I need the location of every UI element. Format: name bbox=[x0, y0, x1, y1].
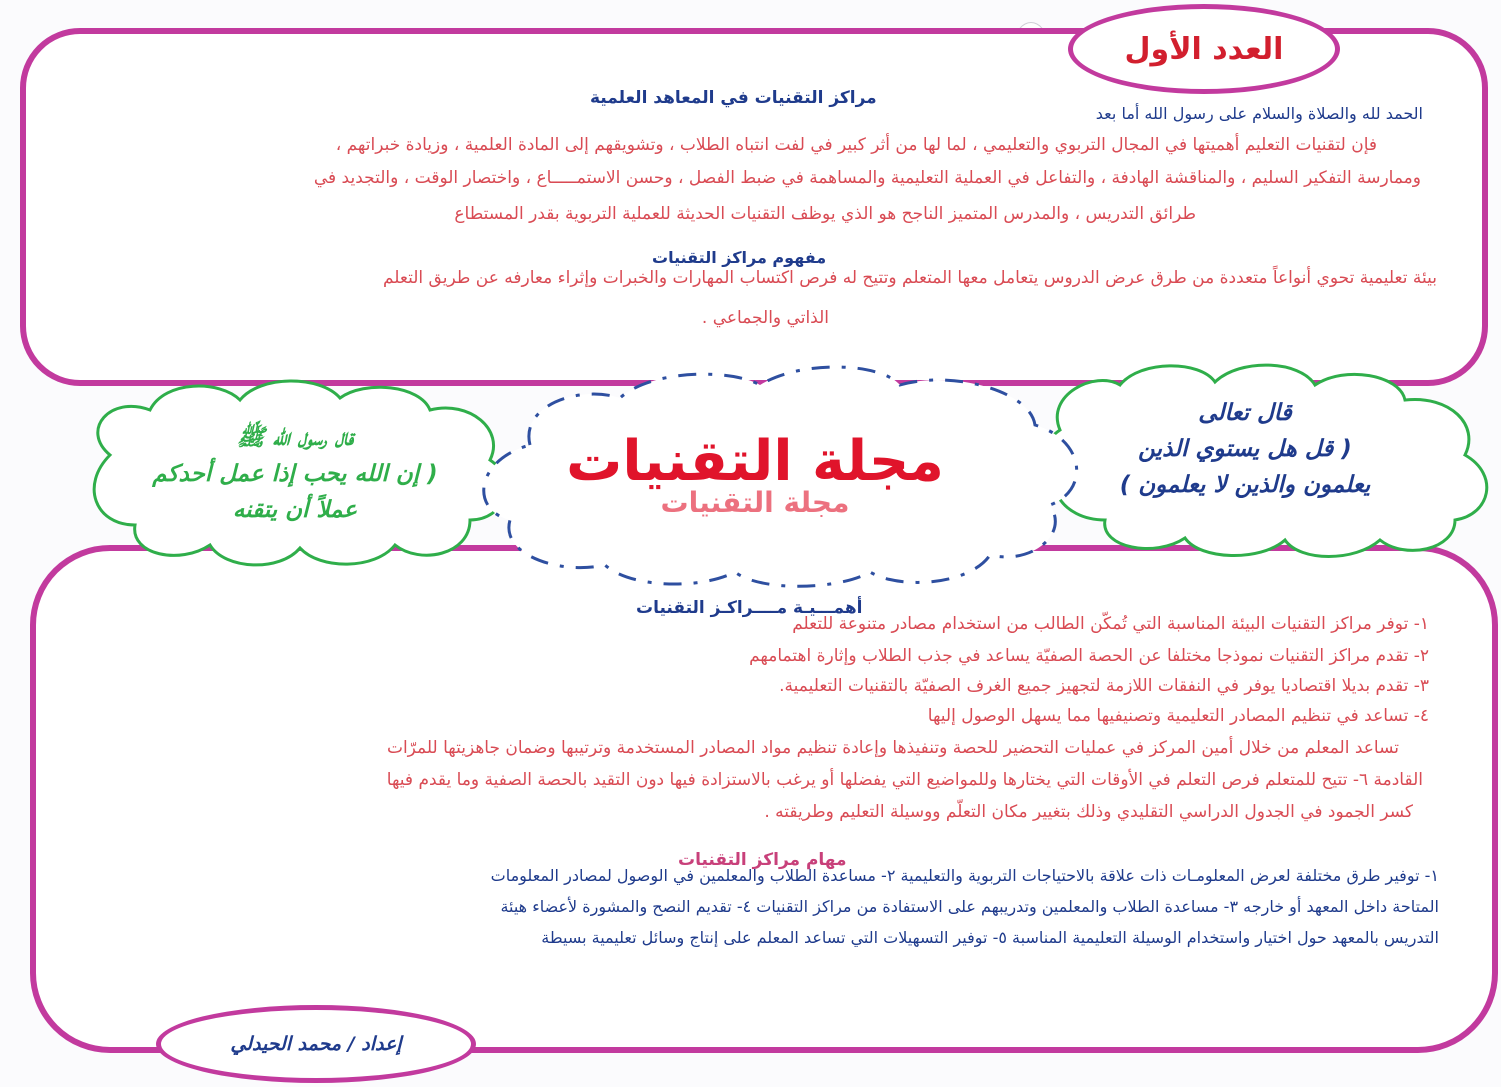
importance-line-2: ٢- تقدم مراكز التقنيات نموذجا مختلفا عن الحصة الصفيّة يساعد في جذب الطلاب وإثارة اهتمامهم bbox=[749, 646, 1429, 666]
tasks-line-3: التدريس بالمعهد حول اختيار واستخدام الوسيلة التعليمية المناسبة ٥- توفير التسهيلات التي تساعد المعلم على إنتاج وسائل تعليمية بسيطة bbox=[541, 928, 1439, 947]
concept-line-2: الذاتي والجماعي . bbox=[701, 308, 829, 328]
importance-line-5: تساعد المعلم من خلال أمين المركز في عمليات التحضير للحصة وتنفيذها وإعادة تنظيم مواد المصادر المستخدمة وترتيبها وضمان جاهزيتها للمرّات bbox=[386, 738, 1399, 758]
tasks-line-1: ١- توفير طرق مختلفة لعرض المعلومـات ذات علاقة بالاحتياجات التربوية والتعليمية ٢- مساعدة الطلاب والمعلمين في الوصول لمصادر المعلومات bbox=[490, 866, 1439, 885]
importance-line-1: ١- توفر مراكز التقنيات البيئة المناسبة التي تُمكّن الطالب من استخدام مصادر متنوعة للتعلم bbox=[792, 614, 1429, 634]
magazine-subtitle: مجلة التقنيات bbox=[660, 486, 850, 519]
tasks-title: مهام مراكز التقنيات bbox=[678, 850, 847, 870]
left-cloud-line: قال رسول الله ﷺ bbox=[236, 425, 354, 451]
right-cloud-line: ( قل هل يستوي الذين bbox=[1138, 436, 1352, 462]
left-cloud-line: ( إن الله يحب إذا عمل أحدكم bbox=[152, 461, 438, 487]
concept-title: مفهوم مراكز التقنيات bbox=[652, 248, 827, 267]
intro-line-1: فإن لتقنيات التعليم أهميتها في المجال التربوي والتعليمي ، لما لها من أثر كبير في لفت انتباه الطلاب ، وتشويقهم إلى المادة العلمية ، وزيادة خبراتهم ، bbox=[335, 135, 1377, 155]
importance-line-4: ٤- تساعد في تنظيم المصادر التعليمية وتصنيفيها مما يسهل الوصول إليها bbox=[927, 706, 1429, 726]
tasks-line-2: المتاحة داخل المعهد أو خارجه ٣- مساعدة الطلاب والمعلمين وتدريبهم على الاستفادة من مراكز التقنيات ٤- تقديم النصح والمشورة لأعضاء هيئة bbox=[500, 897, 1439, 916]
left-cloud-text bbox=[130, 420, 460, 528]
importance-line-7: كسر الجمود في الجدول الدراسي التقليدي وذلك بتغيير مكان التعلّم ووسيلة التعليم وطريقته . bbox=[764, 802, 1413, 822]
right-cloud-text bbox=[1080, 395, 1410, 503]
importance-line-3: ٣- تقدم بديلا اقتصاديا يوفر في النفقات اللازمة لتجهيز جميع الغرف الصفيّة بالتقنيات التعليمية. bbox=[779, 676, 1429, 696]
importance-title: أهمـــيـة مــــراكـز التقنيات bbox=[636, 598, 863, 618]
concept-line-1: بيئة تعليمية تحوي أنواعاً متعددة من طرق عرض الدروس يتعامل معها المتعلم وتتيح له فرص اكتساب المهارات والخبرات وإثراء معارفه عن طريق التعلم bbox=[382, 268, 1437, 288]
right-cloud-line: يعلمون والذين لا يعلمون ) bbox=[1119, 472, 1371, 498]
author-label: إعداد / محمد الحيدلي bbox=[230, 1033, 402, 1055]
top-title: مراكز التقنيات في المعاهد العلمية bbox=[590, 88, 877, 108]
issue-label: العدد الأول bbox=[1124, 31, 1284, 67]
intro-line-3: طرائق التدريس ، والمدرس المتميز الناجح هو الذي يوظف التقنيات الحديثة للعملية التربوية بقدر المستطاع bbox=[454, 204, 1196, 224]
importance-line-6: القادمة ٦- تتيح للمتعلم فرص التعلم في الأوقات التي يختارها وللمواضيع التي يفضلها أو يرغب بالاستزادة فيها دون التقيد بالحصة الصفية وما يقدم فيها bbox=[386, 770, 1423, 790]
right-cloud-line: قال تعالى bbox=[1198, 400, 1292, 426]
intro-line-2: وممارسة التفكير السليم ، والمناقشة الهادفة ، والتفاعل في العملية التعليمية والمساهمة في ضبط الفصل ، وحسن الاستمـــــاع ، واختصار الوقت ، والتجديد في bbox=[313, 168, 1421, 188]
author-oval bbox=[156, 1005, 476, 1083]
magazine-title: مجلة التقنيات bbox=[566, 429, 944, 494]
left-cloud-line: عملاً أن يتقنه bbox=[232, 497, 358, 523]
greeting-text: الحمد لله والصلاة والسلام على رسول الله أما بعد bbox=[1095, 104, 1423, 123]
